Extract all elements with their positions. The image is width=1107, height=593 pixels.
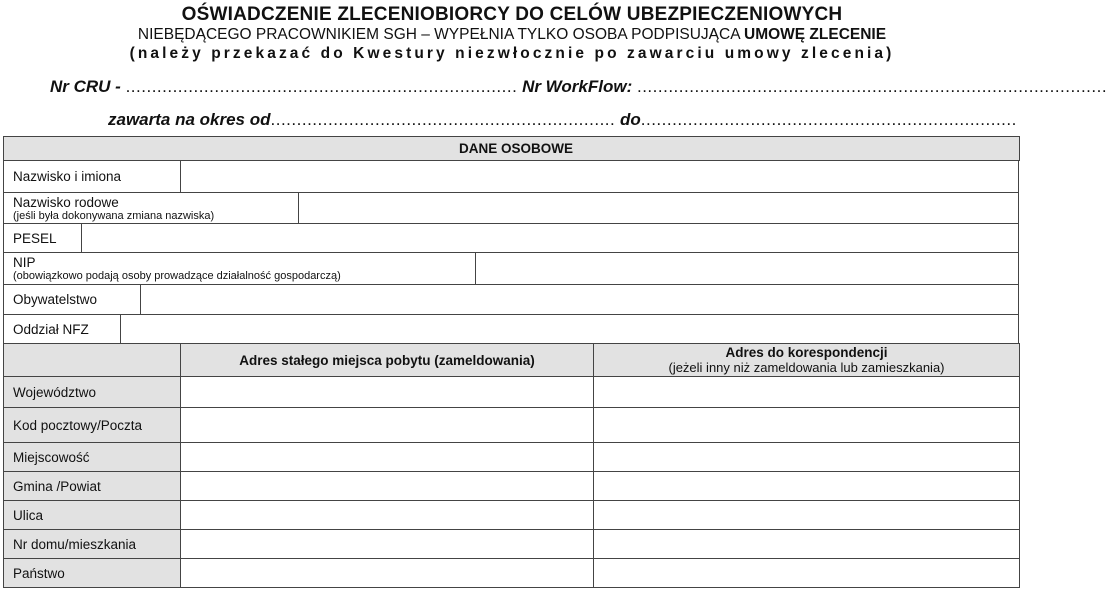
field-permanent-city[interactable] — [181, 443, 594, 472]
period-from-label: zawarta na okres od — [108, 110, 271, 129]
label-name: Nazwisko i imiona — [4, 161, 181, 193]
field-nip[interactable] — [476, 253, 1019, 285]
label-commune: Gmina /Powiat — [4, 472, 181, 501]
form-subtitle — [0, 26, 1024, 44]
field-permanent-postal-code[interactable] — [181, 408, 594, 443]
field-corr-street[interactable] — [594, 501, 1020, 530]
form-instruction: (należy przekazać do Kwestury niezwłocznie po zawarciu umowy zlecenia) — [129, 45, 895, 62]
label-street: Ulica — [4, 501, 181, 530]
row-nfz — [3, 314, 1019, 344]
label-pesel: PESEL — [4, 224, 82, 253]
field-permanent-commune[interactable] — [181, 472, 594, 501]
period-to-field[interactable]: ........................................................................ — [640, 110, 1017, 129]
field-corr-house-number[interactable] — [594, 530, 1020, 559]
form-title: OŚWIADCZENIE ZLECENIOBIORCY DO CELÓW UBEZPIECZENIOWYCH — [181, 4, 843, 25]
label-family-name — [4, 193, 299, 224]
field-corr-voivodeship[interactable] — [594, 377, 1020, 408]
field-name[interactable] — [181, 161, 1019, 193]
correspondence-note: (jeżeli inny niż zameldowania lub zamieszkania) — [668, 360, 945, 375]
row-pesel — [3, 223, 1019, 253]
field-pesel[interactable] — [82, 224, 1019, 253]
label-house-number: Nr domu/mieszkania — [4, 530, 181, 559]
row-nip — [3, 252, 1019, 285]
family-name-note: (jeśli była dokonywana zmiana nazwiska) — [13, 209, 215, 222]
label-country: Państwo — [4, 559, 181, 588]
label-city: Miejscowość — [4, 443, 181, 472]
label-citizenship: Obywatelstwo — [4, 285, 141, 315]
workflow-field[interactable]: .......................................................................................... — [636, 77, 1107, 96]
nip-note: (obowiązkowo podają osoby prowadzące działalność gospodarczą) — [13, 270, 341, 282]
field-permanent-house-number[interactable] — [181, 530, 594, 559]
nip-text: NIP — [13, 255, 36, 270]
row-name — [3, 160, 1019, 193]
address-corner — [4, 344, 181, 377]
col-permanent-address: Adres stałego miejsca pobytu (zameldowania) — [181, 344, 594, 377]
label-voivodeship: Województwo — [4, 377, 181, 408]
label-nip — [4, 253, 476, 285]
period-line — [108, 110, 1017, 130]
field-citizenship[interactable] — [141, 285, 1019, 315]
cru-field[interactable]: ........................................................................... — [125, 77, 518, 96]
field-nfz[interactable] — [121, 315, 1019, 344]
row-family-name — [3, 192, 1019, 224]
period-from-field[interactable]: .................................................................. — [270, 110, 616, 129]
personal-data-table — [3, 136, 1020, 161]
field-permanent-country[interactable] — [181, 559, 594, 588]
field-corr-postal-code[interactable] — [594, 408, 1020, 443]
correspondence-title: Adres do korespondencji — [725, 345, 888, 360]
row-citizenship — [3, 284, 1019, 315]
section-personal-data: DANE OSOBOWE — [4, 137, 1020, 161]
field-corr-commune[interactable] — [594, 472, 1020, 501]
label-postal-code: Kod pocztowy/Poczta — [4, 408, 181, 443]
address-table — [3, 343, 1020, 588]
field-corr-country[interactable] — [594, 559, 1020, 588]
field-family-name[interactable] — [299, 193, 1019, 224]
cru-label: Nr CRU - — [50, 77, 121, 96]
label-nfz: Oddział NFZ — [4, 315, 121, 344]
family-name-text: Nazwisko rodowe — [13, 194, 119, 210]
field-corr-city[interactable] — [594, 443, 1020, 472]
subtitle-text: NIEBĘDĄCEGO PRACOWNIKIEM SGH – WYPEŁNIA TYLKO OSOBA PODPISUJĄCA — [137, 26, 744, 43]
field-permanent-voivodeship[interactable] — [181, 377, 594, 408]
subtitle-bold: UMOWĘ ZLECENIE — [744, 26, 887, 43]
workflow-label: Nr WorkFlow: — [522, 77, 633, 96]
col-correspondence-address — [594, 344, 1020, 377]
field-permanent-street[interactable] — [181, 501, 594, 530]
period-to-label: do — [619, 110, 641, 129]
cru-line — [50, 77, 1107, 97]
